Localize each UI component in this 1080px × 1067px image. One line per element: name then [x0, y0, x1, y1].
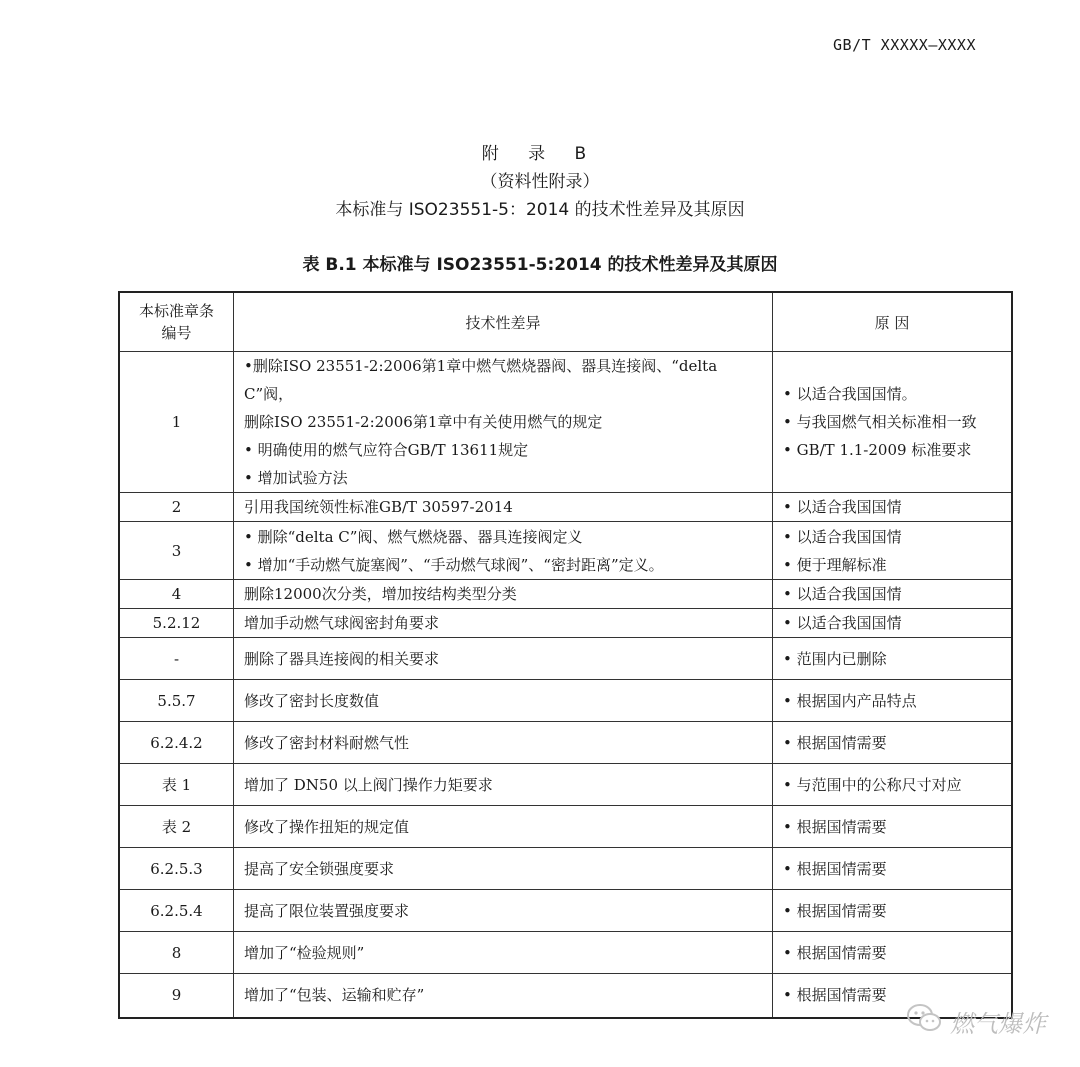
reason-line: • 以适合我国国情	[783, 585, 902, 603]
reason-line: • 根据国情需要	[783, 859, 887, 878]
table-row	[119, 806, 1012, 848]
table-header-row	[119, 292, 1012, 352]
header-clause-line1: 本标准章条	[138, 302, 214, 320]
cell-clause: 3	[119, 522, 234, 580]
cell-difference	[234, 974, 773, 1018]
difference-line: 删除12000次分类，增加按结构类型分类	[244, 585, 517, 603]
table-row	[119, 974, 1012, 1018]
cell-difference	[234, 806, 773, 848]
table-row	[119, 890, 1012, 932]
difference-line: 增加了 DN50 以上阀门操作力矩要求	[244, 775, 493, 794]
reason-line: • 根据国情需要	[783, 943, 887, 962]
document-code: GB/T XXXXX—XXXX	[833, 36, 976, 54]
header-difference: 技术性差异	[234, 292, 773, 352]
wechat-icon	[906, 1003, 942, 1039]
cell-clause: 1	[119, 352, 234, 493]
reason-line: • 根据国内产品特点	[783, 691, 917, 710]
cell-reason	[773, 932, 1013, 974]
difference-line: 引用我国统领性标准GB/T 30597-2014	[244, 498, 513, 516]
cell-clause: 6.2.4.2	[119, 722, 234, 764]
watermark	[906, 1003, 1046, 1039]
difference-line: 修改了密封材料耐燃气性	[244, 733, 410, 752]
table-row	[119, 848, 1012, 890]
reason-line: • 以适合我国国情	[783, 527, 902, 546]
cell-reason	[773, 764, 1013, 806]
differences-table	[118, 291, 1013, 1019]
cell-clause: 8	[119, 932, 234, 974]
reason-line: • 以适合我国国情	[783, 498, 902, 516]
difference-line: •删除ISO 23551-2:2006第1章中燃气燃烧器阀、器具连接阀、“delta C”阀，	[244, 357, 718, 403]
cell-reason	[773, 609, 1013, 638]
cell-clause: 9	[119, 974, 234, 1018]
cell-difference	[234, 493, 773, 522]
cell-clause: 5.2.12	[119, 609, 234, 638]
reason-line: • 根据国情需要	[783, 901, 887, 920]
cell-clause: 2	[119, 493, 234, 522]
reason-line: • GB/T 1.1-2009 标准要求	[783, 441, 972, 459]
table-body	[119, 352, 1012, 1018]
reason-line: • 以适合我国国情	[783, 614, 902, 632]
cell-reason	[773, 638, 1013, 680]
table-caption: 表 B.1 本标准与 ISO23551-5:2014 的技术性差异及其原因	[302, 255, 778, 275]
difference-line: 提高了限位装置强度要求	[244, 901, 410, 920]
reason-line: • 便于理解标准	[783, 555, 887, 574]
header-clause-line2: 编号	[161, 324, 192, 342]
appendix-title: 附 录 B	[481, 144, 599, 164]
cell-reason	[773, 522, 1013, 580]
cell-difference	[234, 352, 773, 493]
cell-clause: 5.5.7	[119, 680, 234, 722]
table-row	[119, 580, 1012, 609]
cell-reason	[773, 806, 1013, 848]
difference-line: • 删除“delta C”阀、燃气燃烧器、器具连接阀定义	[244, 527, 583, 546]
cell-difference	[234, 848, 773, 890]
difference-line: 修改了密封长度数值	[244, 691, 380, 710]
table-row	[119, 680, 1012, 722]
table-row	[119, 764, 1012, 806]
reason-line: • 与范围中的公称尺寸对应	[783, 775, 962, 794]
difference-line: • 增加试验方法	[244, 469, 348, 487]
table-row	[119, 609, 1012, 638]
cell-reason	[773, 352, 1013, 493]
table-row	[119, 638, 1012, 680]
table-row	[119, 493, 1012, 522]
difference-line: 增加手动燃气球阀密封角要求	[244, 614, 440, 632]
cell-clause: 表 2	[119, 806, 234, 848]
difference-line: • 明确使用的燃气应符合GB/T 13611规定	[244, 441, 529, 459]
cell-reason	[773, 848, 1013, 890]
cell-difference	[234, 638, 773, 680]
reason-line: • 以适合我国国情。	[783, 385, 917, 403]
reason-line: • 范围内已删除	[783, 649, 887, 668]
cell-reason	[773, 722, 1013, 764]
table-row	[119, 932, 1012, 974]
table-row	[119, 722, 1012, 764]
difference-line: 删除ISO 23551-2:2006第1章中有关使用燃气的规定	[244, 413, 603, 431]
difference-line: 增加了“包装、运输和贮存”	[244, 986, 425, 1005]
difference-line: 删除了器具连接阀的相关要求	[244, 649, 440, 668]
cell-clause: 6.2.5.4	[119, 890, 234, 932]
cell-difference	[234, 680, 773, 722]
reason-line: • 根据国情需要	[783, 986, 887, 1005]
cell-difference	[234, 764, 773, 806]
appendix-subtitle: （资料性附录）	[480, 172, 600, 192]
cell-clause: 6.2.5.3	[119, 848, 234, 890]
cell-clause: -	[119, 638, 234, 680]
reason-line: • 根据国情需要	[783, 733, 887, 752]
header-reason: 原 因	[773, 292, 1013, 352]
appendix-main-title: 本标准与 ISO23551-5：2014 的技术性差异及其原因	[335, 200, 745, 220]
cell-reason	[773, 890, 1013, 932]
cell-difference	[234, 522, 773, 580]
cell-reason	[773, 493, 1013, 522]
header-clause	[119, 292, 234, 352]
table-row	[119, 352, 1012, 493]
cell-difference	[234, 722, 773, 764]
difference-line: 修改了操作扭矩的规定值	[244, 817, 410, 836]
title-block	[0, 140, 1080, 224]
difference-line: 提高了安全锁强度要求	[244, 859, 395, 878]
cell-reason	[773, 580, 1013, 609]
difference-line: 增加了“检验规则”	[244, 943, 365, 962]
watermark-text: 燃气爆炸	[950, 1009, 1046, 1038]
cell-difference	[234, 890, 773, 932]
cell-difference	[234, 932, 773, 974]
cell-clause: 4	[119, 580, 234, 609]
cell-difference	[234, 609, 773, 638]
cell-clause: 表 1	[119, 764, 234, 806]
reason-line: • 与我国燃气相关标准相一致	[783, 413, 977, 431]
cell-difference	[234, 580, 773, 609]
table-row	[119, 522, 1012, 580]
difference-line: • 增加“手动燃气旋塞阀”、“手动燃气球阀”、“密封距离”定义。	[244, 555, 664, 574]
reason-line: • 根据国情需要	[783, 817, 887, 836]
cell-reason	[773, 680, 1013, 722]
